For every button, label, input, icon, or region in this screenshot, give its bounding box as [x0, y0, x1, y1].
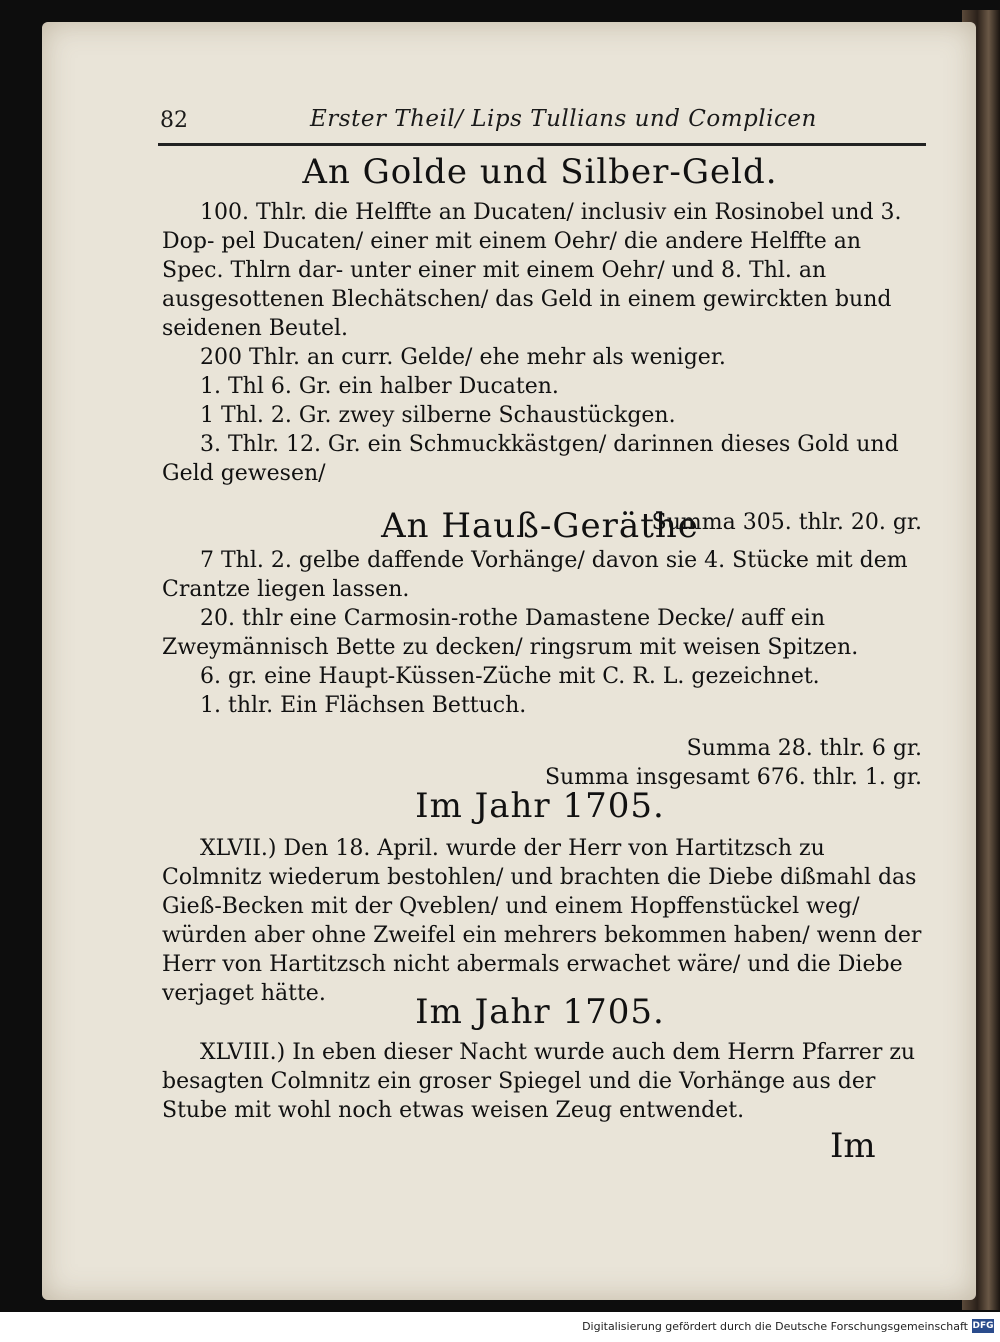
- section-heading-gold: An Golde und Silber-Geld.: [302, 152, 778, 192]
- dfg-logo-icon[interactable]: DFG: [972, 1321, 994, 1331]
- page-header: [160, 104, 926, 144]
- haus-line-3: 6. gr. eine Haupt-Küssen-Züche mit C. R. L. gezeichnet.: [200, 664, 820, 689]
- header-rule: [158, 143, 926, 146]
- gold-sum: Summa 305. thlr. 20. gr.: [651, 510, 922, 535]
- section-heading-year-2: Im Jahr 1705.: [415, 992, 665, 1032]
- section-heading-haus: An Hauß-Geräthe: [381, 506, 699, 546]
- catchword: Im: [830, 1126, 876, 1166]
- haus-sum: Summa 28. thlr. 6 gr.: [686, 736, 922, 761]
- entry-xlviii: [162, 1038, 922, 1125]
- haus-line-1: 7 Thl. 2. gelbe daffende Vorhänge/ davon sie 4. Stücke mit dem Crantze liegen lassen.: [162, 548, 908, 602]
- gold-line-1: 100. Thlr. die Helffte an Ducaten/ inclusiv ein Rosinobel und 3. Dop- pel Ducaten/ einer mit einem Oehr/ die andere Helffte an Spec. Thlrn dar- unter einer mit einem Oehr/ und 8. Thl. an ausgesottenen Blechätschen/ das Geld in einem gewirckten bund seidenen Beutel.: [162, 200, 902, 341]
- page-number: 82: [160, 108, 188, 133]
- gold-section-body: [162, 198, 922, 537]
- running-title: Erster Theil/ Lips Tullians und Complicen: [310, 106, 817, 132]
- haus-line-4: 1. thlr. Ein Flächsen Bettuch.: [200, 693, 527, 718]
- section-heading-year-1: Im Jahr 1705.: [415, 786, 665, 826]
- haus-line-2: 20. thlr eine Carmosin-rothe Damastene Decke/ auff ein Zweymännisch Bette zu decken/ ringsrum mit weisen Spitzen.: [162, 606, 859, 660]
- entry-xlvii: [162, 834, 922, 1008]
- gold-line-2: 200 Thlr. an curr. Gelde/ ehe mehr als weniger.: [200, 345, 726, 370]
- entry-xlviii-text: XLVIII.) In eben dieser Nacht wurde auch dem Herrn Pfarrer zu besagten Colmnitz ein groser Spiegel und die Vorhänge aus der Stube mit wohl noch etwas weisen Zeug entwendet.: [162, 1040, 916, 1123]
- gold-line-3: 1. Thl 6. Gr. ein halber Ducaten.: [200, 374, 559, 399]
- footer-credit: Digitalisierung gefördert durch die Deutsche Forschungsgemeinschaft: [582, 1320, 968, 1333]
- footer-bar: [0, 1312, 1000, 1342]
- gold-line-4: 1 Thl. 2. Gr. zwey silberne Schaustückgen.: [200, 403, 676, 428]
- grand-total: Summa insgesamt 676. thlr. 1. gr.: [544, 765, 922, 790]
- haus-section-body: [162, 546, 922, 792]
- entry-xlvii-text: XLVII.) Den 18. April. wurde der Herr von Hartitzsch zu Colmnitz wiederum bestohlen/ und brachten die Diebe dißmahl das Gieß-Becken mit der Qveblen/ und einem Hopffenstückel weg/ würden aber ohne Zweifel ein mehrers bekommen haben/ wenn der Herr von Hartitzsch nicht abermals erwachet wäre/ und die Diebe verjaget hätte.: [162, 836, 922, 1006]
- gold-line-5: 3. Thlr. 12. Gr. ein Schmuckkästgen/ darinnen dieses Gold und Geld gewesen/: [162, 432, 899, 486]
